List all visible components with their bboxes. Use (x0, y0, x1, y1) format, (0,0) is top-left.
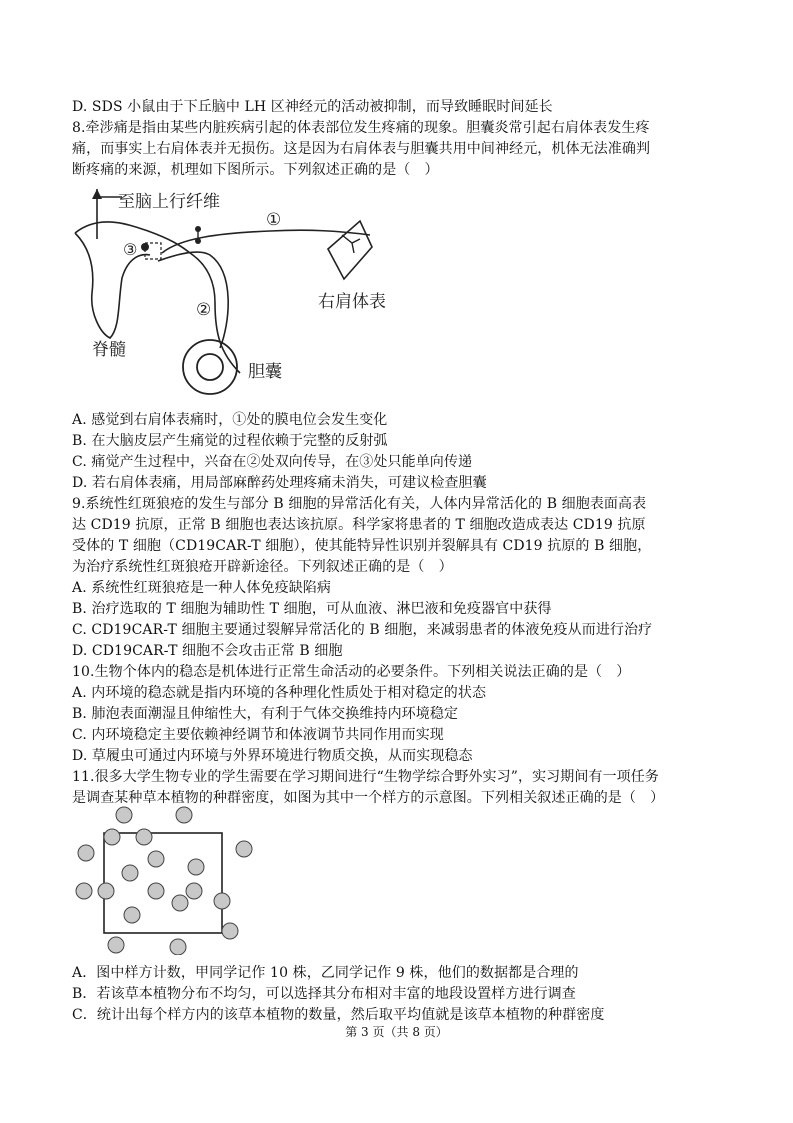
plant-dot (148, 883, 164, 899)
quadrat-diagram (72, 805, 262, 955)
q8-option-d: D. 若右肩体表痛，用局部麻醉药处理疼痛未消失，可建议检查胆囊 (72, 475, 487, 491)
question-9-stem-3: 受体的 T 细胞（CD19CAR-T 细胞），使其能特异性识别并裂解具有 CD19 抗原的 B 细胞， (72, 538, 652, 554)
label-gallbladder: 胆囊 (248, 362, 282, 382)
question-11-stem-2: 是调查某种草本植物的种群密度，如图为其中一个样方的示意图。下列相关叙述正确的是（ ） (72, 790, 665, 806)
label-spinal-cord: 脊髓 (92, 340, 126, 360)
spinal-cord-inner (75, 233, 150, 338)
question-9-stem-4: 为治疗系统性红斑狼疮开辟新途径。下列叙述正确的是（ ） (72, 559, 453, 575)
plant-dot (104, 829, 120, 845)
q8-option-b: B. 在大脑皮层产生痛觉的过程依赖于完整的反射弧 (72, 433, 388, 449)
option-d-q7: D. SDS 小鼠由于下丘脑中 LH 区神经元的活动被抑制，而导致睡眠时间延长 (72, 99, 553, 115)
plant-dot (108, 937, 124, 953)
q9-option-c: C. CD19CAR-T 细胞主要通过裂解异常活化的 B 细胞，来减弱患者的体液免疫从而进行治疗 (72, 622, 653, 638)
q10-option-b: B. 肺泡表面潮湿且伸缩性大，有利于气体交换维持内环境稳定 (72, 706, 459, 722)
label-3: ③ (123, 240, 138, 259)
quadrat-frame (104, 833, 222, 933)
plant-dot (236, 841, 252, 857)
q9-option-b: B. 治疗选取的 T 细胞为辅助性 T 细胞，可从血液、淋巴液和免疫器官中获得 (72, 601, 552, 617)
label-2: ② (196, 300, 212, 320)
q11-option-a: A．图中样方计数，甲同学记作 10 株，乙同学记作 9 株，他们的数据都是合理的 (72, 965, 579, 981)
page-footer: 第 3 页（共 8 页） (345, 1025, 448, 1039)
shoulder-afferent-fiber (162, 230, 370, 253)
q10-option-d: D. 草履虫可通过内环境与外界环境进行物质交换，从而实现稳态 (72, 748, 473, 764)
plant-dot (76, 883, 92, 899)
q8-option-a: A. 感觉到右肩体表痛时，①处的膜电位会发生变化 (72, 412, 388, 428)
plant-dot (176, 807, 192, 823)
question-8-stem-2: 痛，而事实上右肩体表并无损伤。这是因为右肩体表与胆囊共用中间神经元，机体无法准确判 (72, 141, 651, 157)
plant-dot (78, 845, 94, 861)
plant-dot (170, 939, 186, 955)
shoulder-skin-icon (328, 221, 372, 279)
q11-option-c: C．统计出每个样方内的该草本植物的数量，然后取平均值就是该草本植物的种群密度 (72, 1007, 605, 1023)
q8-option-c: C. 痛觉产生过程中，兴奋在②处双向传导，在③处只能单向传递 (72, 454, 473, 470)
label-right-shoulder: 右肩体表 (318, 292, 386, 312)
plant-dot (124, 907, 140, 923)
plant-dot (116, 807, 132, 823)
q11-option-b: B．若该草本植物分布不均匀，可以选择其分布相对丰富的地段设置样方进行调查 (72, 986, 576, 1002)
gallbladder-inner-icon (197, 354, 223, 380)
plant-dot (222, 923, 238, 939)
plant-dot (122, 865, 138, 881)
plant-dot (98, 883, 114, 899)
referred-pain-diagram (70, 183, 410, 405)
label-1: ① (266, 210, 282, 230)
plant-dot (172, 895, 188, 911)
q10-option-c: C. 内环境稳定主要依赖神经调节和体液调节共同作用而实现 (72, 727, 444, 743)
plant-dot (186, 883, 202, 899)
question-11-stem: 11.很多大学生物专业的学生需要在学习期间进行“生物学综合野外实习”，实习期间有一项任务 (72, 769, 659, 785)
q9-option-d: D. CD19CAR-T 细胞不会攻击正常 B 细胞 (72, 643, 343, 659)
question-9-stem: 9.系统性红斑狼疮的发生与部分 B 细胞的异常活化有关，人体内异常活化的 B 细胞表面高表 (72, 496, 647, 512)
gallbladder-outer-icon (183, 340, 237, 394)
question-9-stem-2: 达 CD19 抗原，正常 B 细胞也表达该抗原。科学家将患者的 T 细胞改造成表达 CD19 抗原 (72, 517, 646, 533)
question-8-stem: 8.牵涉痛是指由某些内脏疾病引起的体表部位发生疼痛的现象。胆囊炎常引起右肩体表发生疼 (72, 120, 650, 136)
plant-dot (188, 859, 204, 875)
label-ascending-fiber: 至脑上行纤维 (118, 192, 220, 212)
plant-dot (214, 893, 230, 909)
question-10-stem: 10.生物个体内的稳态是机体进行正常生命活动的必要条件。下列相关说法正确的是（ ） (72, 664, 631, 680)
plant-dot (148, 851, 164, 867)
q10-option-a: A. 内环境的稳态就是指内环境的各种理化性质处于相对稳定的状态 (72, 685, 487, 701)
question-8-stem-3: 断疼痛的来源，机理如下图所示。下列叙述正确的是（ ） (72, 162, 439, 178)
q9-option-a: A. 系统性红斑狼疮是一种人体免疫缺陷病 (72, 580, 332, 596)
plant-dot (136, 829, 152, 845)
